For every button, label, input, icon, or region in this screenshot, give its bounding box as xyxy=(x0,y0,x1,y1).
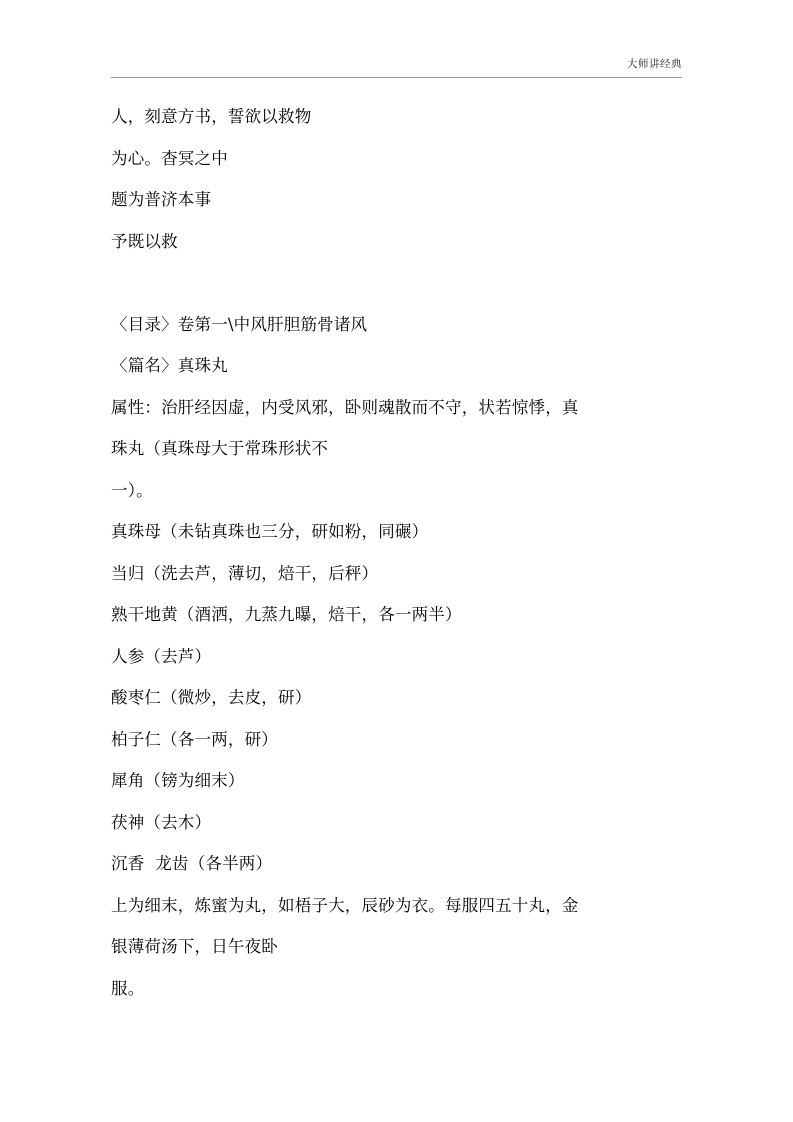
ingredient-line: 沉香 龙齿（各半两） xyxy=(111,854,273,873)
text-line: 人，刻意方书，誓欲以救物 xyxy=(111,107,312,126)
ingredient-line: 当归（洗去芦，薄切，焙干，后秤） xyxy=(111,563,379,583)
running-head: 大师讲经典 xyxy=(627,58,682,70)
text-line: 题为普济本事 xyxy=(111,190,212,209)
text-line: 一）。 xyxy=(111,480,153,500)
document-body xyxy=(111,96,686,1009)
text-line: 予既以救 xyxy=(111,231,178,251)
ingredient-line: 犀角（镑为细末） xyxy=(111,771,245,790)
text-line: 上为细末，炼蜜为丸，如梧子大，辰砂为衣。每服四五十丸，金 xyxy=(111,895,579,915)
ingredient-line: 人参（去芦） xyxy=(111,646,212,666)
ingredient-line: 熟干地黄（酒洒，九蒸九曝，焙干，各一两半） xyxy=(111,605,462,624)
ingredient-line: 酸枣仁（微炒，去皮，研） xyxy=(111,688,312,707)
text-line: 服。 xyxy=(111,978,145,998)
text-line: 珠丸（真珠母大于常珠形状不 xyxy=(111,439,329,458)
ingredient-line: 真珠母（未钻真珠也三分，研如粉，同碾） xyxy=(111,522,429,541)
ingredient-line: 茯神（去木） xyxy=(111,812,212,832)
toc-entry-line: 〈目录〉卷第一\中风肝胆筋骨诸风 xyxy=(111,314,368,334)
ingredient-line: 柏子仁（各一两，研） xyxy=(111,729,278,749)
text-line: 属性：治肝经因虚，内受风邪，卧则魂散而不守，状若惊悸，真 xyxy=(111,397,579,417)
section-title-line: 〈篇名〉真珠丸 xyxy=(111,356,228,375)
page-header xyxy=(111,52,682,78)
paragraph-spacer xyxy=(111,262,686,304)
text-line: 为心。杳冥之中 xyxy=(111,148,228,168)
text-line: 银薄荷汤下，日午夜卧 xyxy=(111,937,278,956)
